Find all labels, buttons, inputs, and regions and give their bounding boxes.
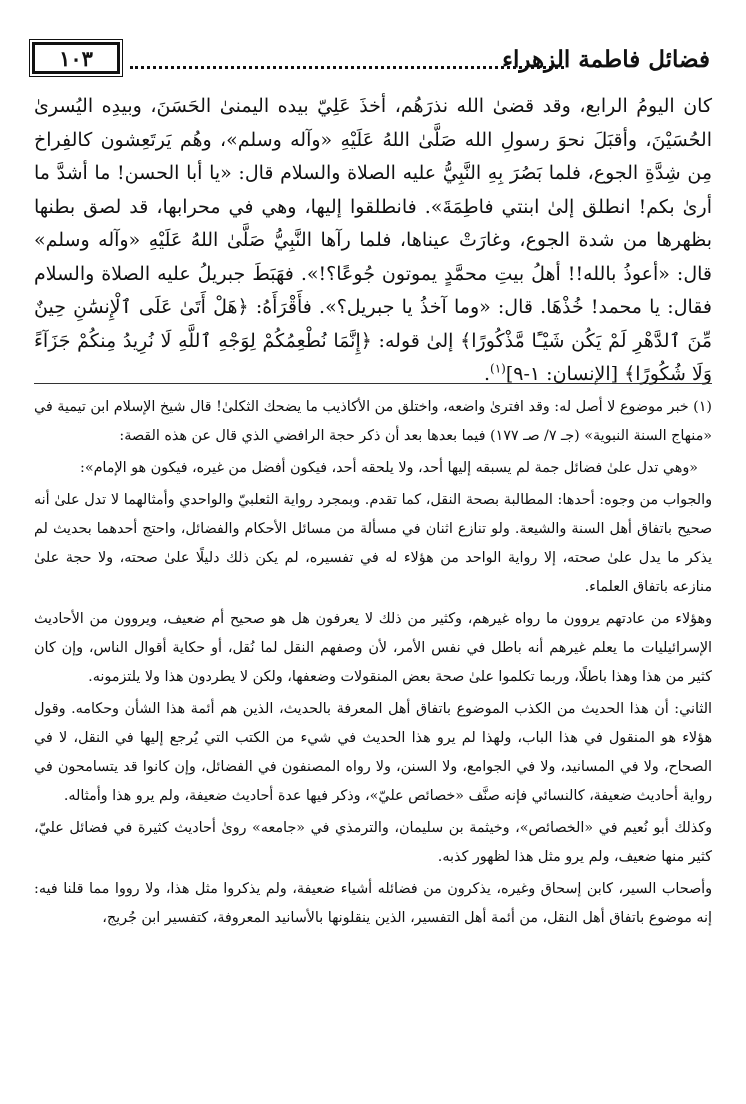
paragraph-end: . [483, 363, 491, 385]
page-header [32, 42, 710, 80]
footnote-marker: (١) [490, 361, 506, 376]
footnote-quote: «وهي تدل علىٰ فضائل جمة لم يسبقه إليها أحد، ولا يلحقه أحد، فيكون أفضل من غيره، فيكون هو الإمام»: [80, 460, 698, 476]
page-number: ١٠٣ [32, 42, 120, 74]
footnote-paragraph-1: والجواب من وجوه: أحدها: المطالبة بصحة النقل، كما تقدم. وبمجرد رواية الثعلبيّ والواحدي وأمثالهما لا تدل علىٰ أنه صحيح باتفاق أهل السنة والشيعة. ولو تنازع اثنان في مسألة من مسائل الأحكام والفضائل، واحتج أحدهما بحديث لم يذكر ما يدل علىٰ صحته، إلا رواية الواحد من هؤلاء له في تفسيره، لم يكن ذلك دليلًا علىٰ صحته، ولا حجة علىٰ منازعه باتفاق العلماء. [34, 492, 712, 595]
footnote-1: (١) خبر موضوع لا أصل له: وقد افترىٰ واضعه، واختلق من الأكاذيب ما يضحك الثكلىٰ! قال شيخ الإسلام ابن تيمية في «منهاج السنة النبوية» (جـ ٧/ صـ ١٧٧) فيما بعدها بعد أن ذكر حجة الرافضي الذي قال عن هذه القصة: [34, 399, 712, 444]
footnote-separator [34, 383, 712, 384]
main-paragraph [34, 90, 712, 392]
main-text-block [34, 90, 712, 392]
footnotes-block [34, 393, 712, 936]
main-paragraph-text: كان اليومُ الرابع، وقد قضىٰ الله نذرَهُم، أخذَ عَلِيّ بيده اليمنىٰ الحَسَنَ، وبيدِه اليُسرىٰ الحُسَيْنَ، وأقبَلَ نحوَ رسولِ الله صَلَّىٰ اللهُ عَلَيْهِ «وآله وسلم»، وهُم يَرتَعِشون كالفِراخ مِن شِدَّةِ الجوع، فلما بَصُرَ بِهِ النَّبِيُّ عليه الصلاة والسلام قال: «يا أبا الحسن! ما أشدَّ ما أرىٰ بكم! انطلق إلىٰ ابنتي فاطِمَةَ». فانطلقوا إليها، وهي في محرابها، قد لصق بطنها بظهرها من شدة الجوع، وغارَتْ عيناها، فلما رآها النَّبِيُّ صَلَّىٰ اللهُ عَلَيْهِ «وآله وسلم» قال: «أعوذُ بالله!! أهلُ بيتِ محمَّدٍ يموتون جُوعًا؟!». فهَبَطَ جبريلُ عليه الصلاة والسلام فقال: يا محمد! خُذْهَا. قال: «وما آخذُ يا جبريل؟». فأَقْرَأَهُ: ﴿هَلْ أَتَىٰ عَلَى ٱلْإِنسَٰنِ حِينٌ مِّنَ ٱلدَّهْرِ لَمْ يَكُن شَيْـًٔا مَّذْكُورًا﴾ إلىٰ قوله: ﴿إِنَّمَا نُطْعِمُكُمْ لِوَجْهِ ٱللَّهِ لَا نُرِيدُ مِنكُمْ جَزَآءً وَلَا شُكُورًا﴾ [الإنسان: ١-٩] [34, 95, 712, 385]
footnote-paragraph-5: وأصحاب السير، كابن إسحاق وغيره، يذكرون من فضائله أشياء ضعيفة، ولم يذكروا مثل هذا، ولا رووا مما قلنا فيه: إنه موضوع باتفاق أهل النقل، من أئمة أهل التفسير، الذين ينقلونها بالأسانيد المعروفة، كتفسير ابن جُريج، [34, 881, 712, 926]
footnote-paragraph-3: الثاني: أن هذا الحديث من الكذب الموضوع باتفاق أهل المعرفة بالحديث، الذين هم أئمة هذا الشأن وحكامه. وقول هؤلاء هو المنقول في هذا الباب، ولهذا لم يرو هذا الحديث في شيء من الكتب التي يُرجع إليها في النقل، لا في الصحاح، ولا في المسانيد، ولا في الجوامع، ولا السنن، ولا رواه المصنفون في الفضائل، وإن كانوا قد يتسامحون في رواية أحاديث ضعيفة، كالنسائي فإنه صنَّف «خصائص عليّ»، وذكر فيها عدة أحاديث ضعيفة، ولم يرو هذا وأمثاله. [34, 701, 712, 804]
footnote-paragraph-4: وكذلك أبو نُعيم في «الخصائص»، وخيثمة بن سليمان، والترمذي في «جامعه» روىٰ أحاديث كثيرة في فضائل عليّ، كثير منها ضعيف، ولم يرو مثل هذا لظهور كذبه. [34, 820, 712, 865]
header-dotted-rule [130, 66, 564, 69]
running-title: فضائل فاطمة الزهراء [502, 46, 710, 73]
footnote-paragraph-2: وهؤلاء من عادتهم يروون ما رواه غيرهم، وكثير من ذلك لا يعرفون هل هو صحيح أم ضعيف، ويروون من الأحاديث الإسرائيليات ما يعلم غيرهم أنه باطل في نفس الأمر، لأن وصفهم النقل لما نُقل، أو حكاية أقوال الناس، وإن كان كثير من هذا وهذا باطلًا، وربما تكلموا علىٰ صحة بعض المنقولات وضعفها، ولكن لا يطردون هذا ولا يلتزمونه. [34, 611, 712, 685]
